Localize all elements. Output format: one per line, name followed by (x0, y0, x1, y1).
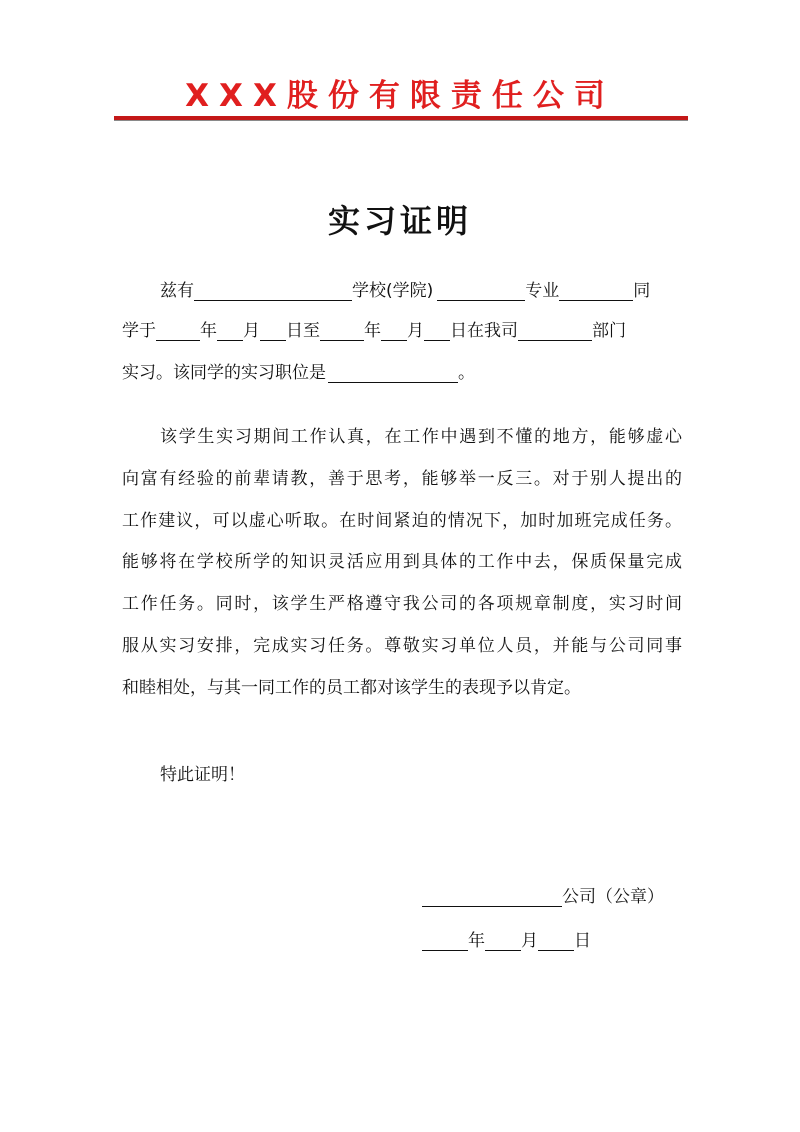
start-year-label: 年 (200, 321, 217, 341)
letterhead-divider-shadow (114, 120, 688, 121)
sign-year-blank[interactable] (422, 930, 468, 951)
signature-company-line (422, 884, 664, 910)
intro-line-1 (160, 278, 650, 304)
evaluation-line: 该学生实习期间工作认真，在工作中遇到不懂的地方，能够虚心 (160, 427, 682, 447)
evaluation-line: 工作建议，可以虚心听取。在时间紧迫的情况下，加时加班完成任务。 (122, 511, 682, 531)
intro-tail: 同 (633, 281, 651, 301)
department-label: 部门 (592, 321, 626, 341)
start-day-label: 日至 (286, 321, 320, 341)
school-label: 学校(学院) (352, 281, 434, 301)
school-blank[interactable] (437, 280, 525, 301)
evaluation-line: 能够将在学校所学的知识灵活应用到具体的工作中去，保质保量完成 (122, 552, 682, 572)
position-label: 实习。该同学的实习职位是 (122, 363, 326, 383)
major-label: 专业 (525, 281, 560, 301)
document-title: 实习证明 (327, 202, 472, 240)
start-month-blank[interactable] (217, 320, 243, 341)
evaluation-line: 工作任务。同时，该学生严格遵守我公司的各项规章制度，实习时间 (122, 594, 682, 614)
evaluation-line: 服从实习安排，完成实习任务。尊敬实习单位人员，并能与公司同事 (122, 636, 682, 656)
closing-statement: 特此证明！ (160, 765, 245, 785)
end-day-label: 日在我司 (450, 321, 518, 341)
position-end: 。 (458, 363, 475, 383)
position-blank[interactable] (328, 362, 458, 383)
student-name-blank[interactable] (194, 280, 352, 301)
evaluation-line: 和睦相处，与其一同工作的员工都对该学生的表现予以肯定。 (122, 678, 581, 698)
end-month-blank[interactable] (381, 320, 407, 341)
sign-month-blank[interactable] (485, 930, 521, 951)
sign-day-label: 日 (574, 931, 591, 951)
end-day-blank[interactable] (424, 320, 450, 341)
company-seal-label: 公司（公章） (562, 887, 664, 907)
end-month-label: 月 (407, 321, 424, 341)
sign-year-label: 年 (468, 931, 485, 951)
sign-day-blank[interactable] (538, 930, 574, 951)
major-blank[interactable] (559, 280, 633, 301)
end-year-blank[interactable] (320, 320, 364, 341)
company-name-blank[interactable] (422, 886, 562, 907)
sign-month-label: 月 (521, 931, 538, 951)
department-blank[interactable] (518, 320, 592, 341)
intro-prefix: 兹有 (160, 281, 194, 301)
company-letterhead: XXX股份有限责任公司 (185, 78, 615, 114)
start-year-blank[interactable] (156, 320, 200, 341)
evaluation-line: 向富有经验的前辈请教，善于思考，能够举一反三。对于别人提出的 (122, 469, 682, 489)
end-year-label: 年 (364, 321, 381, 341)
signature-date-line (422, 928, 591, 954)
intro-line-2 (122, 318, 626, 344)
intro-line2-prefix: 学于 (122, 321, 156, 341)
start-month-label: 月 (243, 321, 260, 341)
start-day-blank[interactable] (260, 320, 286, 341)
intro-line-3 (122, 360, 475, 386)
